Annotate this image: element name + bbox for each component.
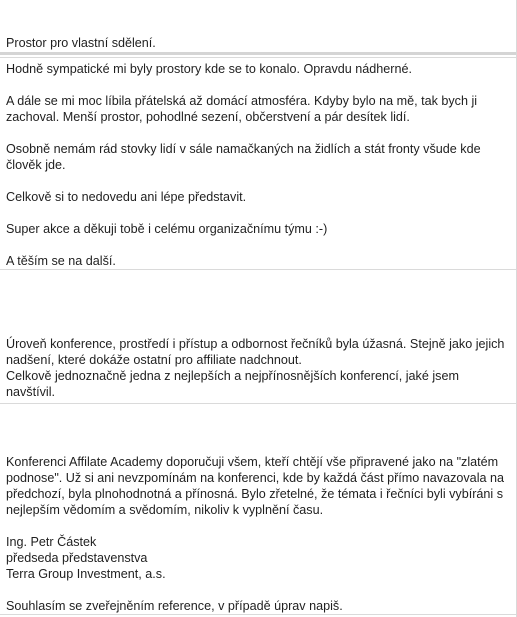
row-divider — [0, 614, 516, 615]
consent-text: Souhlasím se zveřejněním reference, v případě úprav napiš. — [6, 599, 343, 613]
header-cell[interactable] — [6, 35, 508, 51]
review-1-paragraph: Osobně nemám rád stovky lidí v sále namačkaných na židlích a stát fronty všude kde člověk jde. — [6, 142, 481, 172]
review-cell-3[interactable] — [6, 454, 508, 614]
row-divider — [0, 403, 516, 404]
review-3-body: Konferenci Affilate Academy doporučuji všem, kteří chtějí vše připravené jako na "zlatém podnose". Už si ani nevzpomínám na konferenci, kde by každá část přímo navazovala na předchozí, byla plnohodnotná a přínosná. Bylo zřetelné, že témata i řečníci byli vybíráni s nejlepším vědomím a svědomím, nikoliv k vyplnění času. — [6, 455, 505, 517]
review-cell-2[interactable] — [6, 336, 508, 400]
review-1-paragraph: A dále se mi moc líbila přátelská až domácí atmosféra. Kdyby bylo na mě, tak bych ji zachoval. Menší prostor, pohodlné sezení, občerstvení a pár desítek lidí. — [6, 94, 478, 124]
signature-role: předseda představenstva — [6, 551, 148, 565]
review-2-text: Úroveň konference, prostředí i přístup a odbornost řečníků byla úžasná. Stejně jako jejich nadšení, které dokáže ostatní pro affiliate nadchnout. — [6, 337, 505, 367]
row-divider — [0, 52, 516, 55]
signature-name: Ing. Petr Částek — [6, 535, 97, 549]
row-divider — [0, 57, 516, 58]
signature-company: Terra Group Investment, a.s. — [6, 567, 166, 581]
review-2-text: Celkově jednoznačně jedna z nejlepších a nejpřínosnějších konferencí, jaké jsem navštívil. — [6, 369, 459, 399]
row-divider — [0, 269, 516, 270]
review-1-paragraph: Hodně sympatické mi byly prostory kde se to konalo. Opravdu nádherné. — [6, 62, 413, 76]
review-1-paragraph: A těším se na další. — [6, 254, 116, 268]
header-text: Prostor pro vlastní sdělení. — [6, 36, 156, 50]
review-cell-1[interactable] — [6, 61, 508, 269]
review-1-paragraph: Celkově si to nedovedu ani lépe představit. — [6, 190, 247, 204]
review-1-paragraph: Super akce a děkuji tobě i celému organizačnímu týmu :-) — [6, 222, 328, 236]
